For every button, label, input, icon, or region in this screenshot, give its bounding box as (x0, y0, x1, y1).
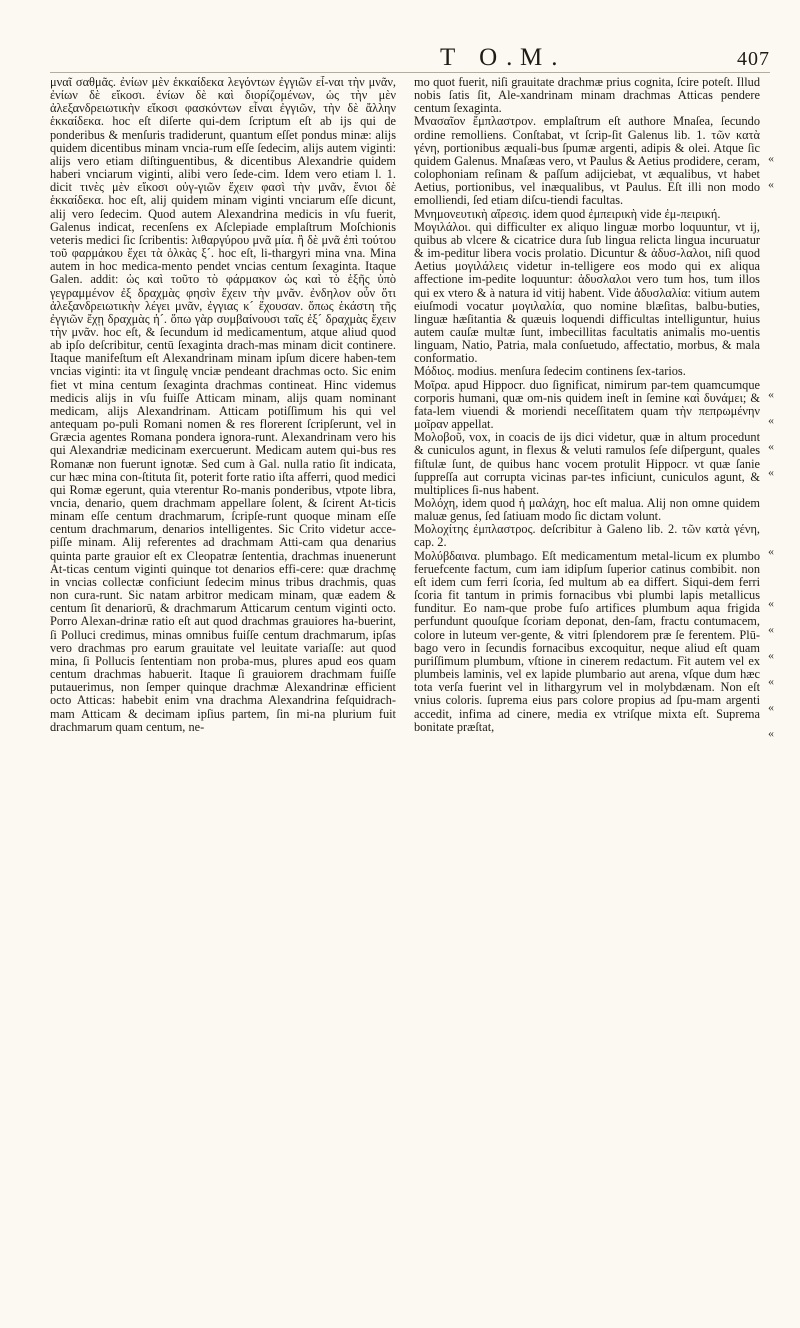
margin-quote-mark: « (768, 700, 774, 714)
margin-quote-mark: « (768, 544, 774, 558)
margin-quote-mark: « (768, 177, 774, 191)
right-paragraph: Μνασαῖον ἔμπλαστρον. emplaſtrum eſt authore Mnaſea, ſecundo ordine remolliens. Conſtabat, vt ſcrip-ſit Galenus lib. 1. τῶν κατὰ γένη, portionibus æquali-bus ſpumæ argenti, adipis & olei. Atque ſic quidem Galenus. Mnaſæas vero, vt Paulus & Aetius prodidere, ceram, colophoniam reſinam & paſſum adijciebat, vt æqualibus, vt habet Aetius, portionibus, vel inæqualibus, vt Paulus. Eſt illi non modo emolliendi, ſed etiam diſcu-tiendi facultas. (414, 114, 760, 208)
header-title-left: T O. (440, 44, 522, 71)
right-paragraph: Μογιλάλοι. qui difficulter ex aliquo linguæ morbo loquuntur, vt ij, quibus ab vlcere & cicatrice dura ſub lingua relicta lingua incuruatur & im-peditur libera vocis prolatio. Dicuntur & ἀδυσ-λαλοι, niſi quod Aetius μογιλάλεις videtur in-telligere eos modo qui ex aliqua affectione im-pedite loquuntur: ἀδυσλαλοι vero tum hos, tum illos qui ex vtero & à natura id vitij habent. Vide ἀδυσλαλία: vitium autem eiuſmodi vocatur μογιλαλία, quo nomine blæſitas, balbu-buties, linguæ hæſitantia & quæuis loquendi difficultas intelliguntur, huius autem cauſæ multæ ſunt, imbecillitas facultatis animalis mo-uentis linguam, Natio, Patria, mala conſuetudo, affectatio, morbus, & mala conformatio. (414, 219, 760, 366)
right-paragraph: Μολοχίτης ἐμπλαστρος. deſcribitur à Galeno lib. 2. τῶν κατὰ γένη, cap. 2. (414, 522, 760, 550)
header-rule (50, 72, 770, 73)
right-paragraph: Μολύβδαινα. plumbago. Eſt medicamentum metal-licum ex plumbo feruefcente factum, cum iam idipſum ſuperior catinus combibit. non eſt idem cum ferri ſcoria, ſed multum ab ea differt. Siqui-dem ferri ſcoria fit tantum in primis fornacibus vbi plumbi lapis metallicus funditur. Eo nam-que probe fuſo artifices plumbum aqua frigida perfundunt quouſque ſcoriam deponat, den-ſam, fractu contumacem, colore in luteum ver-gente, & vitri ſplendorem præ ſe ferentem. Plū-bago vero in ſecundis fornacibus excoquitur, neque aliud eſt quam puriſſimum plumbum, vſtione in cinerem redactum. Fit autem vel ex plumbeis laminis, vel ex lapide plumbario aut arena, vſque dum hæc tota verſa fuerint vel in lithargyrum vel in molybdænam. Non eſt vnius coloris. ſuprema eius pars colore propius ad ſpu-mam argenti accedit, infima ad cinere, media ex vtriſque mixta eſt. Suprema bonitate præſtat, (414, 548, 760, 734)
margin-quote-mark: « (768, 674, 774, 688)
margin-quote-mark: « (768, 596, 774, 610)
header-title-right: M. (520, 44, 567, 71)
margin-quote-mark: « (768, 439, 774, 453)
left-paragraph: μναῖ σαθμᾶς. ἐνίων μὲν ἑκκαίδεκα λεγόντων ἐγγιῶν εἶ-ναι τὴν μνᾶν, ἐνίων δὲ εἴκοσι. ἐνίων δὲ καὶ διορίζομένων, ὡς τὴν μὲν ἀλεξανδρειωτικὴν εἴκοσι φασκόντων εἶναι ἐγγιῶν, τὴν δὲ ἄλλην ἑκκαίδεκα. hoc eſt diſerte qui-dem ſcriptum eſt ab ijs qui de ponderibus & menſuris tradiderunt, quantum eſſet pondus minæ: alijs quidem dicentibus minam vncia-rum eſſe ſedecim, alijs autem viginti: alijs vero etiam diſtinguentibus, & dicentibus Alexandrie quidem haberi vnciarum viginti, alibi vero ſede-cim. Idem vero etiam l. 1. dicit τινὲς μὲν εἴκοσι οὐγ-γιῶν ἔχειν φασὶ τὴν μνᾶν, ἔνιοι δὲ ἑκκαίδεκα. hoc eſt, alij quidem minam viginti vnciarum eſſe dicunt, alij vero ſedecim. Quod autem Alexandrina medicis in vſu fuerit, Galenus indicat, recenſens ex Aſclepiade emplaſtrum Moſchionis veteris medici ſic ſcribentis: λιθαργύρου μνᾶ μία. ἢ δὲ μνᾶ ἐπὶ τούτου τοῦ φαρμάκου ἔχει τὰ ὁλκὰς ξ´. hoc eſt, li-thargyri mina vna. Mina autem in hoc medica-mento pendet vncias centum ſexaginta. Itaque Galen. addit: ὡς καὶ τοῦτο τὸ φάρμακον ὡς καὶ τὸ ἑξῆς ὑπὸ γεγραμμένον ἐξ δραχμὰς φησὶν ἔχειν τὴν μνᾶν. ἐνδηλον οὖν ὅτι ἀλεξανδρειωτικὴν λέγει μνᾶν, ἐγγιας κ´ ἔχουσαν. ὅπως ἑκάστη τῆς ἐγγιῶν ἔχῃ δραχμὰς ἡ´. ὅπω γὰρ συμβαίνουσι ταῖς ἐξ´ δραχμὰς ἔχειν τὴν μνᾶν. hoc eſt, & ſecundum id medicamentum, atque aliud quod ab ipſo deſcribitur, centū ſexaginta drach-mas minam dicit continere. Itaque manifeſtum eſt Alexandrinam minam ipſum dicere haben-tem vncias viginti: ita vt ſingulę vnciæ pendeant drachmas octo. Sic enim fiet vt mina centum ſexaginta drachmas contineat. Hinc videmus medicis alijs in vſu fuiſſe Atticam minam, alijs quam nominant medicam, alijs Alexandrinam. Atticam potiſſimum his qui vel antequam po-puli Romani nomen & res florerent ſcripſerunt, vel in Græcia agentes Romana pondera ignora-runt. Alexandrinam vero his qui Alexandriæ medicinam exercuerunt. Medicam autem qui-bus res Romanæ non fuerunt ignotæ. Sed cum à Gal. nulla ratio ſit indicata, cur hæc mina con-ſtituta ſit, poterit forte ratio iſta afferri, quod medici qui Romæ egerunt, quia vterentur Ro-manis ponderibus, vtpote libra, vncia, denario, quem drachmam appellare ſolent, & ſcirent At-ticis minam eſſe centum drachmarum, ſcripſe-runt quoque minam eſſe centum drachmarum, denarios intelligentes. Sic Crito videtur acce-piſſe minam. Alij referentes ad drachmam Atti-cam qua denarius quinta parte grauior eſt ex Cleopatræ ſententia, drachmas inuenerunt At-ticas centum viginti quinque tot denarios effi-cere: quæ drachmę in vncias collectæ conficiunt ſedecim minus tribus drachmis, quas non cura-runt. Sic natam arbitror medicam minam, quæ eadem & centum ſit denariorū, & drachmarum Atticarum centum viginti octo. Porro Alexan-drinæ ratio eſt aut quod drachmas grauiores ha-buerint, ſi Polluci credimus, minas omnibus fuiſſe centum drachmarum, ipſas vero drachmas pro earum grauitate vel leuitate variaſſe: aut quod mina, ſi Pollucis ſententiam non proba-mus, plures apud eos quam centum drachmas habuerit. Itaque ſi grauiorem drachmam fuiſſe putauerimus, non ſemper quinque drachmæ Alexandrinæ efficient octo Atticas: habebit enim vna drachma Alexandrina feſquidrach-mam Atticam & decimam ipſius partem, ſin mi-na plurium fuit drachmarum quam centum, ne- (50, 76, 396, 734)
right-paragraph: Μολοβοῦ, vox, in coacis de ijs dici videtur, quæ in altum procedunt & cuniculos agunt, in flexus & veluti ramulos ſeſe diſpergunt, quales fiſtulæ ſunt, de quibus hanc vocem protulit Hippocr. vt quæ ſanie ſuppreſſa aut corrupta vicinas par-tes inficiunt, cuniculos agunt, & multiplices ſi-nus habent. (414, 430, 760, 497)
margin-quote-mark: « (768, 465, 774, 479)
margin-quote-mark: « (768, 413, 774, 427)
right-paragraph: Μοῖρα. apud Hippocr. duo ſignificat, nimirum par-tem quamcumque corporis humani, quæ om-nis quidem ineſt in ſemine καὶ δυνάμει; & fata-lem viuendi & moriendi neceſſitatem quam τὴν πεπρωμένην μοῖραν appellat. (414, 377, 760, 432)
margin-quote-mark: « (768, 151, 774, 165)
left-column (50, 76, 396, 1308)
page-number: 407 (737, 48, 770, 70)
margin-quote-mark: « (768, 387, 774, 401)
margin-quote-mark: « (768, 622, 774, 636)
right-paragraph: mo quot fuerit, niſi grauitate drachmæ prius cognita, ſcire poteſt. Illud nobis ſatis ſit, Ale-xandrinam minam drachmas Atticas pendere centum ſexaginta. (414, 76, 760, 116)
right-paragraph: Μόδιος. modius. menſura ſedecim continens ſex-tarios. (414, 364, 686, 379)
right-paragraph: Μολόχη, idem quod ἡ μαλάχη, hoc eſt malua. Alij non omne quidem maluæ genus, ſed ſatiuam modo ſic dictam volunt. (414, 496, 760, 524)
margin-quote-mark: « (768, 726, 774, 740)
right-column (414, 76, 760, 1308)
margin-quote-mark: « (768, 648, 774, 662)
right-paragraph: Μνημονευτικὴ αἵρεσις. idem quod ἐμπειρικὴ vide ἐμ-πειρική. (414, 206, 721, 221)
running-header (20, 44, 778, 72)
